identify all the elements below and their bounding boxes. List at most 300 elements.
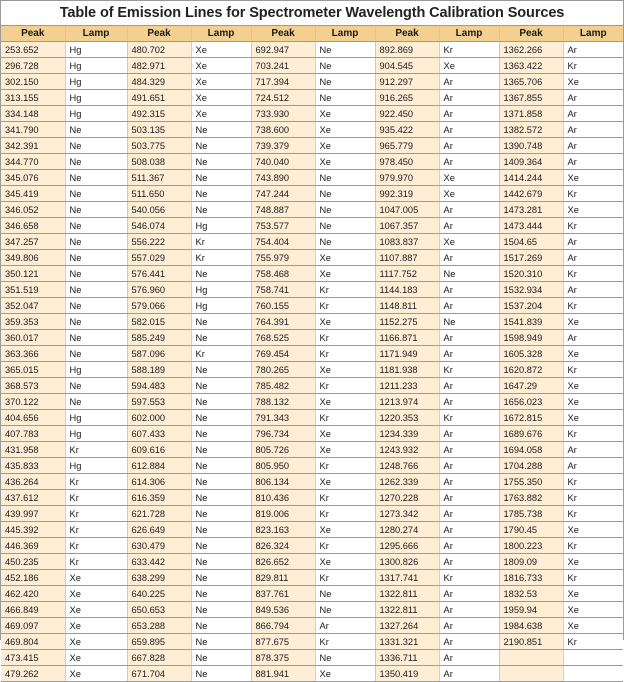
peak-cell: 733.930 xyxy=(251,106,315,122)
peak-cell: 2190.851 xyxy=(499,634,563,650)
peak-cell: 360.017 xyxy=(1,330,65,346)
peak-cell: 609.616 xyxy=(127,442,191,458)
lamp-cell: Ne xyxy=(191,442,251,458)
table-row xyxy=(1,154,623,170)
lamp-column-header: Lamp xyxy=(315,26,375,42)
lamp-cell: Ne xyxy=(315,602,375,618)
lamp-cell: Ne xyxy=(65,202,127,218)
lamp-cell: Xe xyxy=(563,554,623,570)
peak-cell: 640.225 xyxy=(127,586,191,602)
table-row xyxy=(1,650,623,666)
peak-cell: 755.979 xyxy=(251,250,315,266)
lamp-cell: Kr xyxy=(315,330,375,346)
lamp-cell: Kr xyxy=(65,474,127,490)
peak-cell: 363.366 xyxy=(1,346,65,362)
lamp-cell: Ar xyxy=(439,554,499,570)
lamp-cell: Ne xyxy=(191,538,251,554)
table-row xyxy=(1,122,623,138)
peak-cell: 1414.244 xyxy=(499,170,563,186)
peak-cell: 1363.422 xyxy=(499,58,563,74)
lamp-cell: Kr xyxy=(315,506,375,522)
peak-cell: 1365.706 xyxy=(499,74,563,90)
lamp-cell xyxy=(563,666,623,682)
peak-cell: 359.353 xyxy=(1,314,65,330)
peak-cell: 368.573 xyxy=(1,378,65,394)
peak-cell: 748.887 xyxy=(251,202,315,218)
peak-cell: 1220.353 xyxy=(375,410,439,426)
lamp-cell: Ar xyxy=(439,618,499,634)
lamp-cell: Kr xyxy=(315,378,375,394)
peak-cell: 922.450 xyxy=(375,106,439,122)
peak-cell: 1537.204 xyxy=(499,298,563,314)
table-row xyxy=(1,346,623,362)
table-row xyxy=(1,378,623,394)
lamp-cell: Xe xyxy=(563,378,623,394)
lamp-cell: Ar xyxy=(563,154,623,170)
peak-cell: 1371.858 xyxy=(499,106,563,122)
peak-cell: 758.468 xyxy=(251,266,315,282)
peak-cell: 365.015 xyxy=(1,362,65,378)
peak-cell: 1234.339 xyxy=(375,426,439,442)
peak-cell: 437.612 xyxy=(1,490,65,506)
lamp-cell: Ne xyxy=(191,170,251,186)
lamp-cell: Ne xyxy=(191,122,251,138)
peak-cell: 585.249 xyxy=(127,330,191,346)
peak-cell: 1755.350 xyxy=(499,474,563,490)
lamp-cell: Ar xyxy=(439,634,499,650)
lamp-cell: Xe xyxy=(65,634,127,650)
peak-cell: 740.040 xyxy=(251,154,315,170)
lamp-cell: Kr xyxy=(563,298,623,314)
table-row xyxy=(1,330,623,346)
lamp-cell: Ar xyxy=(439,154,499,170)
peak-cell: 341.790 xyxy=(1,122,65,138)
peak-cell: 594.483 xyxy=(127,378,191,394)
lamp-cell: Ar xyxy=(563,138,623,154)
peak-cell: 347.257 xyxy=(1,234,65,250)
peak-cell: 916.265 xyxy=(375,90,439,106)
lamp-cell: Xe xyxy=(315,106,375,122)
peak-cell: 576.960 xyxy=(127,282,191,298)
peak-cell: 1181.938 xyxy=(375,362,439,378)
peak-cell: 345.419 xyxy=(1,186,65,202)
peak-cell: 1166.871 xyxy=(375,330,439,346)
lamp-cell: Xe xyxy=(191,106,251,122)
peak-cell: 1117.752 xyxy=(375,266,439,282)
lamp-cell: Ne xyxy=(65,314,127,330)
peak-cell: 469.097 xyxy=(1,618,65,634)
peak-cell: 1067.357 xyxy=(375,218,439,234)
peak-cell: 1107.887 xyxy=(375,250,439,266)
peak-cell: 805.950 xyxy=(251,458,315,474)
lamp-cell: Xe xyxy=(315,362,375,378)
peak-cell: 823.163 xyxy=(251,522,315,538)
lamp-cell: Ne xyxy=(315,650,375,666)
peak-cell: 1171.949 xyxy=(375,346,439,362)
lamp-cell: Ne xyxy=(315,74,375,90)
lamp-cell: Ar xyxy=(439,394,499,410)
peak-cell: 1322.811 xyxy=(375,586,439,602)
peak-cell: 724.512 xyxy=(251,90,315,106)
table-row xyxy=(1,410,623,426)
peak-cell: 1790.45 xyxy=(499,522,563,538)
lamp-cell: Ar xyxy=(563,330,623,346)
lamp-cell: Xe xyxy=(563,394,623,410)
table-row xyxy=(1,266,623,282)
table-row xyxy=(1,618,623,634)
lamp-cell: Ne xyxy=(191,266,251,282)
peak-cell: 747.244 xyxy=(251,186,315,202)
peak-cell: 979.970 xyxy=(375,170,439,186)
peak-cell: 439.997 xyxy=(1,506,65,522)
table-row xyxy=(1,298,623,314)
peak-cell: 650.653 xyxy=(127,602,191,618)
peak-cell: 1270.228 xyxy=(375,490,439,506)
lamp-cell: Ne xyxy=(191,394,251,410)
lamp-cell: Xe xyxy=(315,554,375,570)
lamp-cell: Ne xyxy=(191,490,251,506)
lamp-column-header: Lamp xyxy=(191,26,251,42)
lamp-cell: Kr xyxy=(563,186,623,202)
peak-cell: 768.525 xyxy=(251,330,315,346)
lamp-cell: Kr xyxy=(65,538,127,554)
lamp-cell: Ne xyxy=(191,458,251,474)
lamp-cell: Ar xyxy=(563,90,623,106)
peak-cell: 469.804 xyxy=(1,634,65,650)
lamp-cell: Kr xyxy=(65,506,127,522)
peak-cell: 796.734 xyxy=(251,426,315,442)
lamp-cell: Ar xyxy=(439,474,499,490)
lamp-cell: Ar xyxy=(439,506,499,522)
peak-cell: 1689.676 xyxy=(499,426,563,442)
lamp-cell: Ne xyxy=(191,362,251,378)
peak-cell: 579.066 xyxy=(127,298,191,314)
peak-cell: 743.890 xyxy=(251,170,315,186)
lamp-cell: Kr xyxy=(563,538,623,554)
peak-cell: 754.404 xyxy=(251,234,315,250)
lamp-cell: Xe xyxy=(315,522,375,538)
lamp-cell: Ne xyxy=(65,154,127,170)
lamp-cell: Xe xyxy=(315,474,375,490)
lamp-cell: Kr xyxy=(563,266,623,282)
peak-cell: 1816.733 xyxy=(499,570,563,586)
lamp-cell: Kr xyxy=(563,506,623,522)
peak-cell: 404.656 xyxy=(1,410,65,426)
peak-cell: 1262.339 xyxy=(375,474,439,490)
lamp-cell: Ne xyxy=(191,314,251,330)
peak-cell: 334.148 xyxy=(1,106,65,122)
lamp-cell: Ar xyxy=(439,218,499,234)
table-row xyxy=(1,474,623,490)
peak-cell: 965.779 xyxy=(375,138,439,154)
lamp-cell: Ar xyxy=(439,122,499,138)
lamp-cell: Ar xyxy=(439,490,499,506)
peak-cell: 1541.839 xyxy=(499,314,563,330)
lamp-cell: Hg xyxy=(65,90,127,106)
table-row xyxy=(1,282,623,298)
lamp-cell: Ne xyxy=(65,394,127,410)
lamp-cell: Kr xyxy=(191,234,251,250)
peak-cell: 1382.572 xyxy=(499,122,563,138)
peak-cell: 557.029 xyxy=(127,250,191,266)
lamp-cell: Ne xyxy=(191,154,251,170)
lamp-cell: Xe xyxy=(315,666,375,682)
peak-column-header: Peak xyxy=(1,26,65,42)
peak-cell: 602.000 xyxy=(127,410,191,426)
lamp-cell: Ar xyxy=(563,42,623,58)
lamp-cell: Kr xyxy=(563,58,623,74)
peak-cell: 435.833 xyxy=(1,458,65,474)
peak-cell: 508.038 xyxy=(127,154,191,170)
table-row xyxy=(1,138,623,154)
table-row xyxy=(1,90,623,106)
table-row xyxy=(1,202,623,218)
lamp-cell: Kr xyxy=(563,570,623,586)
peak-cell: 1331.321 xyxy=(375,634,439,650)
peak-cell: 479.262 xyxy=(1,666,65,682)
peak-cell: 671.704 xyxy=(127,666,191,682)
lamp-cell: Xe xyxy=(439,170,499,186)
lamp-cell: Ne xyxy=(65,234,127,250)
lamp-cell: Hg xyxy=(191,282,251,298)
lamp-cell: Ne xyxy=(191,618,251,634)
lamp-cell: Xe xyxy=(315,122,375,138)
lamp-cell: Ar xyxy=(439,346,499,362)
lamp-cell: Kr xyxy=(439,410,499,426)
peak-cell: 1647.29 xyxy=(499,378,563,394)
lamp-cell: Xe xyxy=(191,58,251,74)
peak-cell: 769.454 xyxy=(251,346,315,362)
table-row xyxy=(1,58,623,74)
table-row xyxy=(1,490,623,506)
peak-cell: 1295.666 xyxy=(375,538,439,554)
lamp-cell: Hg xyxy=(65,458,127,474)
lamp-column-header: Lamp xyxy=(65,26,127,42)
peak-cell: 445.392 xyxy=(1,522,65,538)
table-row xyxy=(1,602,623,618)
lamp-cell: Xe xyxy=(563,346,623,362)
lamp-cell: Ne xyxy=(191,506,251,522)
lamp-cell: Xe xyxy=(563,314,623,330)
lamp-cell: Xe xyxy=(191,74,251,90)
peak-cell: 806.134 xyxy=(251,474,315,490)
lamp-cell: Kr xyxy=(439,570,499,586)
peak-cell: 739.379 xyxy=(251,138,315,154)
peak-cell: 1322.811 xyxy=(375,602,439,618)
peak-cell: 351.519 xyxy=(1,282,65,298)
peak-cell: 849.536 xyxy=(251,602,315,618)
lamp-cell: Xe xyxy=(315,314,375,330)
peak-cell: 1504.65 xyxy=(499,234,563,250)
table-row xyxy=(1,106,623,122)
peak-cell: 1152.275 xyxy=(375,314,439,330)
peak-cell: 621.728 xyxy=(127,506,191,522)
lamp-cell: Ne xyxy=(191,666,251,682)
peak-cell: 450.235 xyxy=(1,554,65,570)
peak-cell: 717.394 xyxy=(251,74,315,90)
table-row xyxy=(1,586,623,602)
lamp-cell: Ar xyxy=(439,522,499,538)
lamp-cell: Ne xyxy=(65,250,127,266)
peak-cell: 760.155 xyxy=(251,298,315,314)
peak-cell: 1763.882 xyxy=(499,490,563,506)
lamp-cell: Xe xyxy=(563,618,623,634)
peak-cell: 345.076 xyxy=(1,170,65,186)
peak-cell: 587.096 xyxy=(127,346,191,362)
peak-cell: 1409.364 xyxy=(499,154,563,170)
peak-cell: 1517.269 xyxy=(499,250,563,266)
peak-cell: 667.828 xyxy=(127,650,191,666)
peak-cell: 597.553 xyxy=(127,394,191,410)
lamp-cell: Xe xyxy=(65,666,127,682)
peak-cell: 877.675 xyxy=(251,634,315,650)
emission-lines-table xyxy=(1,26,623,682)
peak-cell: 350.121 xyxy=(1,266,65,282)
peak-cell: 1704.288 xyxy=(499,458,563,474)
peak-cell: 342.391 xyxy=(1,138,65,154)
lamp-cell: Xe xyxy=(315,138,375,154)
lamp-cell: Ne xyxy=(65,138,127,154)
lamp-cell: Kr xyxy=(563,490,623,506)
lamp-cell: Ne xyxy=(191,330,251,346)
lamp-cell: Ar xyxy=(439,298,499,314)
lamp-cell: Ar xyxy=(439,538,499,554)
lamp-cell: Ne xyxy=(65,298,127,314)
peak-cell: 1317.741 xyxy=(375,570,439,586)
peak-column-header: Peak xyxy=(127,26,191,42)
table-title: Table of Emission Lines for Spectrometer Wavelength Calibration Sources xyxy=(1,1,623,26)
lamp-cell: Kr xyxy=(315,634,375,650)
table-row xyxy=(1,170,623,186)
peak-cell: 1532.934 xyxy=(499,282,563,298)
peak-cell: 576.441 xyxy=(127,266,191,282)
peak-column-header: Peak xyxy=(499,26,563,42)
lamp-cell: Ar xyxy=(439,74,499,90)
table-row xyxy=(1,74,623,90)
lamp-cell: Ar xyxy=(439,666,499,682)
lamp-cell: Ne xyxy=(65,346,127,362)
lamp-cell: Ne xyxy=(191,634,251,650)
lamp-cell: Xe xyxy=(563,74,623,90)
peak-cell: 1273.342 xyxy=(375,506,439,522)
peak-cell: 638.299 xyxy=(127,570,191,586)
lamp-cell: Xe xyxy=(563,586,623,602)
peak-cell: 935.422 xyxy=(375,122,439,138)
peak-cell: 253.652 xyxy=(1,42,65,58)
peak-cell: 511.367 xyxy=(127,170,191,186)
lamp-cell: Kr xyxy=(315,298,375,314)
peak-cell: 462.420 xyxy=(1,586,65,602)
lamp-cell: Ne xyxy=(315,218,375,234)
peak-cell: 703.241 xyxy=(251,58,315,74)
peak-cell: 588.189 xyxy=(127,362,191,378)
peak-cell: 692.947 xyxy=(251,42,315,58)
lamp-cell: Hg xyxy=(65,410,127,426)
peak-cell: 904.545 xyxy=(375,58,439,74)
lamp-cell: Kr xyxy=(439,42,499,58)
peak-cell: 1280.274 xyxy=(375,522,439,538)
peak-cell: 503.135 xyxy=(127,122,191,138)
lamp-cell: Ne xyxy=(191,522,251,538)
peak-cell: 349.806 xyxy=(1,250,65,266)
lamp-cell: Xe xyxy=(563,522,623,538)
peak-cell: 1213.974 xyxy=(375,394,439,410)
lamp-cell: Kr xyxy=(191,250,251,266)
table-row xyxy=(1,42,623,58)
peak-cell: 480.702 xyxy=(127,42,191,58)
lamp-cell: Ne xyxy=(315,170,375,186)
peak-cell: 1442.679 xyxy=(499,186,563,202)
table-row xyxy=(1,506,623,522)
peak-cell: 614.306 xyxy=(127,474,191,490)
peak-cell: 1083.837 xyxy=(375,234,439,250)
lamp-cell: Kr xyxy=(65,522,127,538)
table-row xyxy=(1,234,623,250)
peak-cell: 837.761 xyxy=(251,586,315,602)
peak-cell: 1656.023 xyxy=(499,394,563,410)
lamp-cell: Ne xyxy=(191,202,251,218)
lamp-cell: Ne xyxy=(65,282,127,298)
peak-cell: 659.895 xyxy=(127,634,191,650)
lamp-cell: Kr xyxy=(563,362,623,378)
lamp-cell: Ar xyxy=(439,106,499,122)
lamp-cell: Xe xyxy=(563,170,623,186)
lamp-cell: Hg xyxy=(65,426,127,442)
peak-cell: 511.650 xyxy=(127,186,191,202)
lamp-cell: Ne xyxy=(65,122,127,138)
lamp-cell: Ne xyxy=(191,602,251,618)
lamp-cell: Ar xyxy=(439,602,499,618)
lamp-column-header: Lamp xyxy=(563,26,623,42)
peak-cell: 313.155 xyxy=(1,90,65,106)
peak-cell: 484.329 xyxy=(127,74,191,90)
peak-cell: 866.794 xyxy=(251,618,315,634)
peak-cell: 791.343 xyxy=(251,410,315,426)
lamp-cell: Xe xyxy=(65,586,127,602)
peak-cell: 753.577 xyxy=(251,218,315,234)
peak-cell: 1809.09 xyxy=(499,554,563,570)
peak-cell: 1390.748 xyxy=(499,138,563,154)
peak-cell: 1211.233 xyxy=(375,378,439,394)
peak-cell: 482.971 xyxy=(127,58,191,74)
peak-cell: 616.359 xyxy=(127,490,191,506)
lamp-cell: Hg xyxy=(191,218,251,234)
peak-cell: 466.849 xyxy=(1,602,65,618)
peak-cell: 1144.183 xyxy=(375,282,439,298)
lamp-cell: Ne xyxy=(65,218,127,234)
lamp-cell: Ne xyxy=(191,138,251,154)
lamp-cell: Ar xyxy=(563,234,623,250)
peak-cell: 582.015 xyxy=(127,314,191,330)
peak-cell: 630.479 xyxy=(127,538,191,554)
lamp-cell: Kr xyxy=(315,410,375,426)
lamp-cell: Ne xyxy=(315,90,375,106)
lamp-cell: Kr xyxy=(65,554,127,570)
peak-cell: 819.006 xyxy=(251,506,315,522)
table-body xyxy=(1,42,623,682)
lamp-cell: Ar xyxy=(439,90,499,106)
lamp-cell: Kr xyxy=(315,458,375,474)
table-row xyxy=(1,666,623,682)
lamp-cell: Kr xyxy=(315,570,375,586)
peak-cell: 992.319 xyxy=(375,186,439,202)
peak-cell xyxy=(499,650,563,666)
peak-cell: 491.651 xyxy=(127,90,191,106)
peak-cell: 407.783 xyxy=(1,426,65,442)
peak-cell: 546.074 xyxy=(127,218,191,234)
lamp-cell: Ar xyxy=(439,282,499,298)
peak-cell: 1047.005 xyxy=(375,202,439,218)
